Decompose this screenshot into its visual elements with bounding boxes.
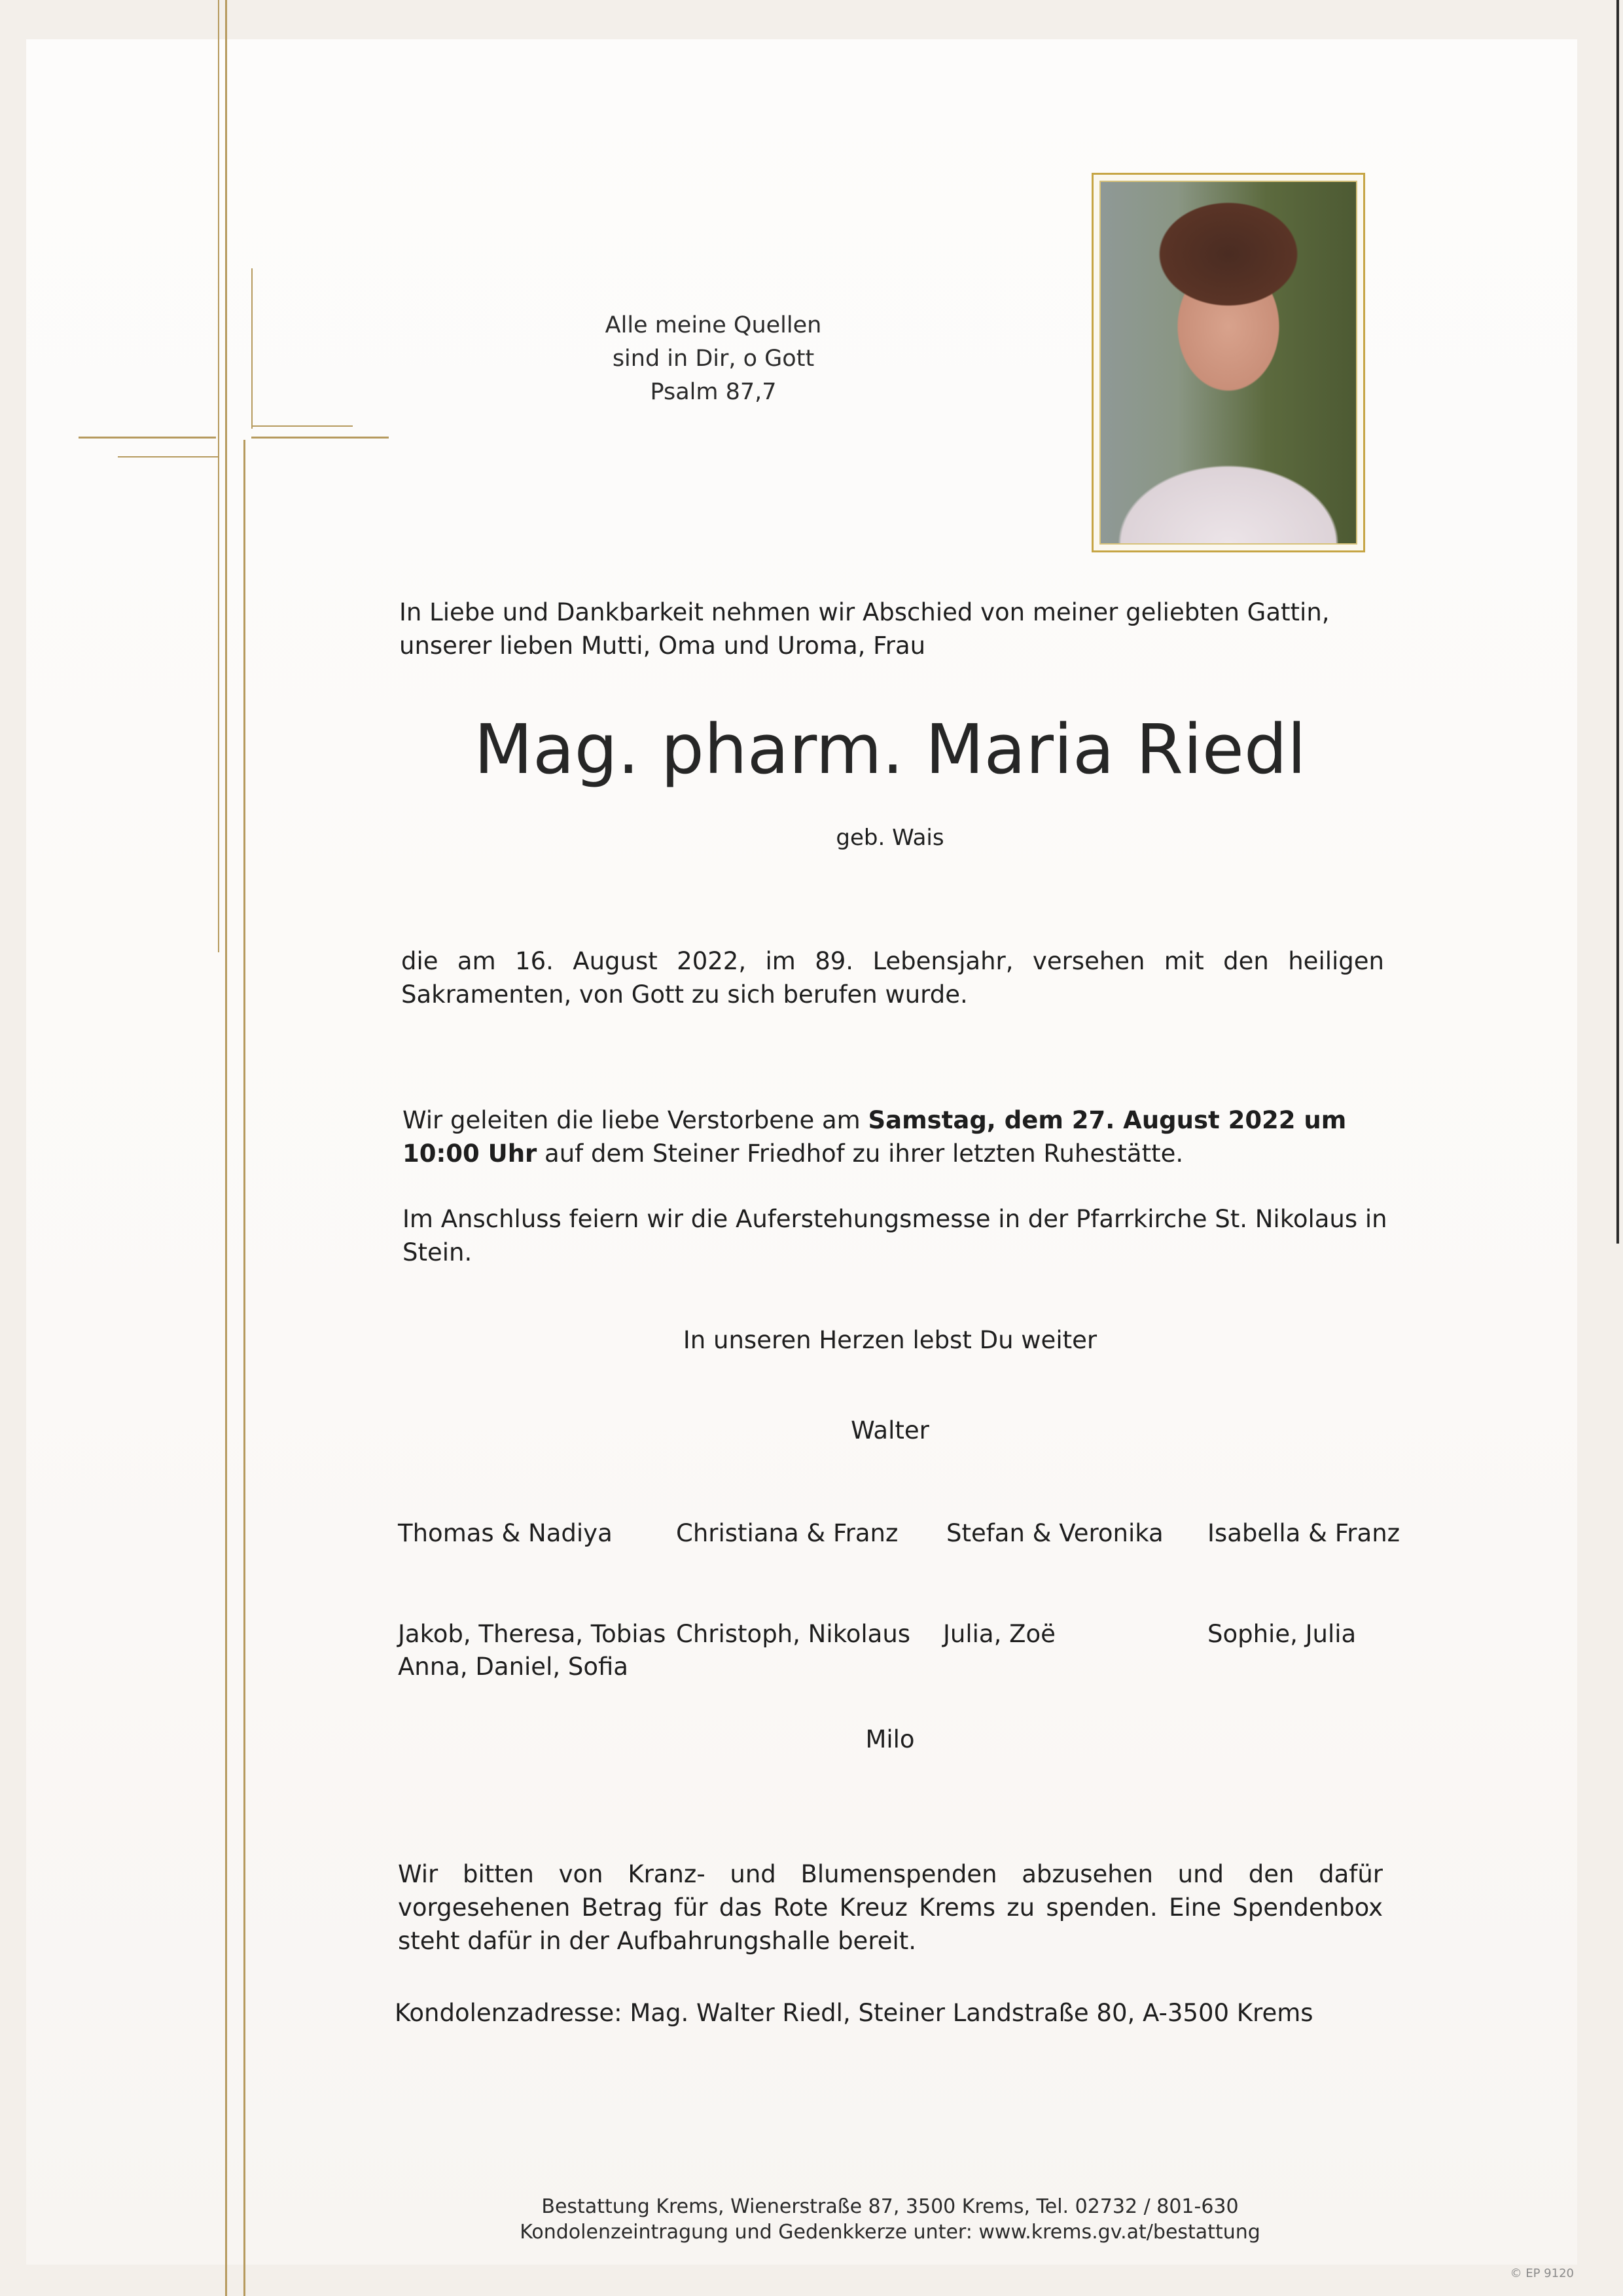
online-condolence-link: Kondolenzeintragung und Gedenkkerze unter: www.krems.gv.at/bestattung <box>520 2221 1260 2244</box>
child-1: Thomas & Nadiya <box>398 1519 613 1547</box>
great-grandchild: Milo <box>865 1725 915 1753</box>
grandchildren-4: Sophie, Julia <box>1207 1620 1357 1648</box>
hearts-line: In unseren Herzen lebst Du weiter <box>683 1326 1097 1354</box>
birth-name: geb. Wais <box>836 825 944 851</box>
quote-line-2: sind in Dir, o Gott <box>612 346 815 372</box>
funeral-date: Samstag, dem 27. August 2022 um 10:00 Uhr <box>402 1106 1347 1168</box>
mass-notice: Im Anschluss feiern wir die Auferstehungsmesse in der Pfarrkirche St. Nikolaus in Stein. <box>402 1205 1387 1266</box>
quote-line-3: Psalm 87,7 <box>650 379 777 405</box>
grandchildren-1-line-1: Jakob, Theresa, Tobias <box>398 1620 666 1648</box>
donation-request: Wir bitten von Kranz- und Blumenspenden abzusehen und den dafür vorgesehenen Betrag für das Rote Kreuz Krems zu spenden. Eine Spendenbox steht dafür in der Aufbahrungshalle bereit. <box>398 1860 1383 1955</box>
intro-text: In Liebe und Dankbarkeit nehmen wir Abschied von meiner geliebten Gattin, unserer lieben Mutti, Oma und Uroma, Frau <box>399 598 1330 660</box>
funeral-home-address: Bestattung Krems, Wienerstraße 87, 3500 Krems, Tel. 02732 / 801-630 <box>541 2195 1239 2218</box>
funeral-post: auf dem Steiner Friedhof zu ihrer letzten Ruhestätte. <box>537 1139 1184 1168</box>
condolence-address: Kondolenzadresse: Mag. Walter Riedl, Steiner Landstraße 80, A-3500 Krems <box>395 1999 1313 2027</box>
psalm-quote <box>550 309 877 409</box>
grandchildren-1-line-2: Anna, Daniel, Sofia <box>398 1653 628 1681</box>
portrait-frame <box>1092 173 1365 552</box>
child-3: Stefan & Veronika <box>946 1519 1164 1547</box>
child-2: Christiana & Franz <box>676 1519 899 1547</box>
grandchildren-2: Christoph, Nikolaus <box>676 1620 911 1648</box>
print-code: © EP 9120 <box>1510 2267 1574 2280</box>
funeral-notice <box>402 1103 1384 1170</box>
scan-edge <box>1616 0 1619 1244</box>
grandchildren-3: Julia, Zoë <box>943 1620 1056 1648</box>
funeral-pre: Wir geleiten die liebe Verstorbene am <box>402 1106 868 1134</box>
portrait-photo <box>1099 181 1357 545</box>
death-notice: die am 16. August 2022, im 89. Lebensjahr, versehen mit den heiligen Sakramenten, von Gott zu sich berufen wurde. <box>401 947 1384 1009</box>
quote-line-1: Alle meine Quellen <box>605 312 822 338</box>
spouse-name: Walter <box>851 1416 929 1444</box>
deceased-name: Mag. pharm. Maria Riedl <box>474 709 1306 789</box>
grandchildren-1 <box>398 1618 666 1683</box>
child-4: Isabella & Franz <box>1207 1519 1400 1547</box>
